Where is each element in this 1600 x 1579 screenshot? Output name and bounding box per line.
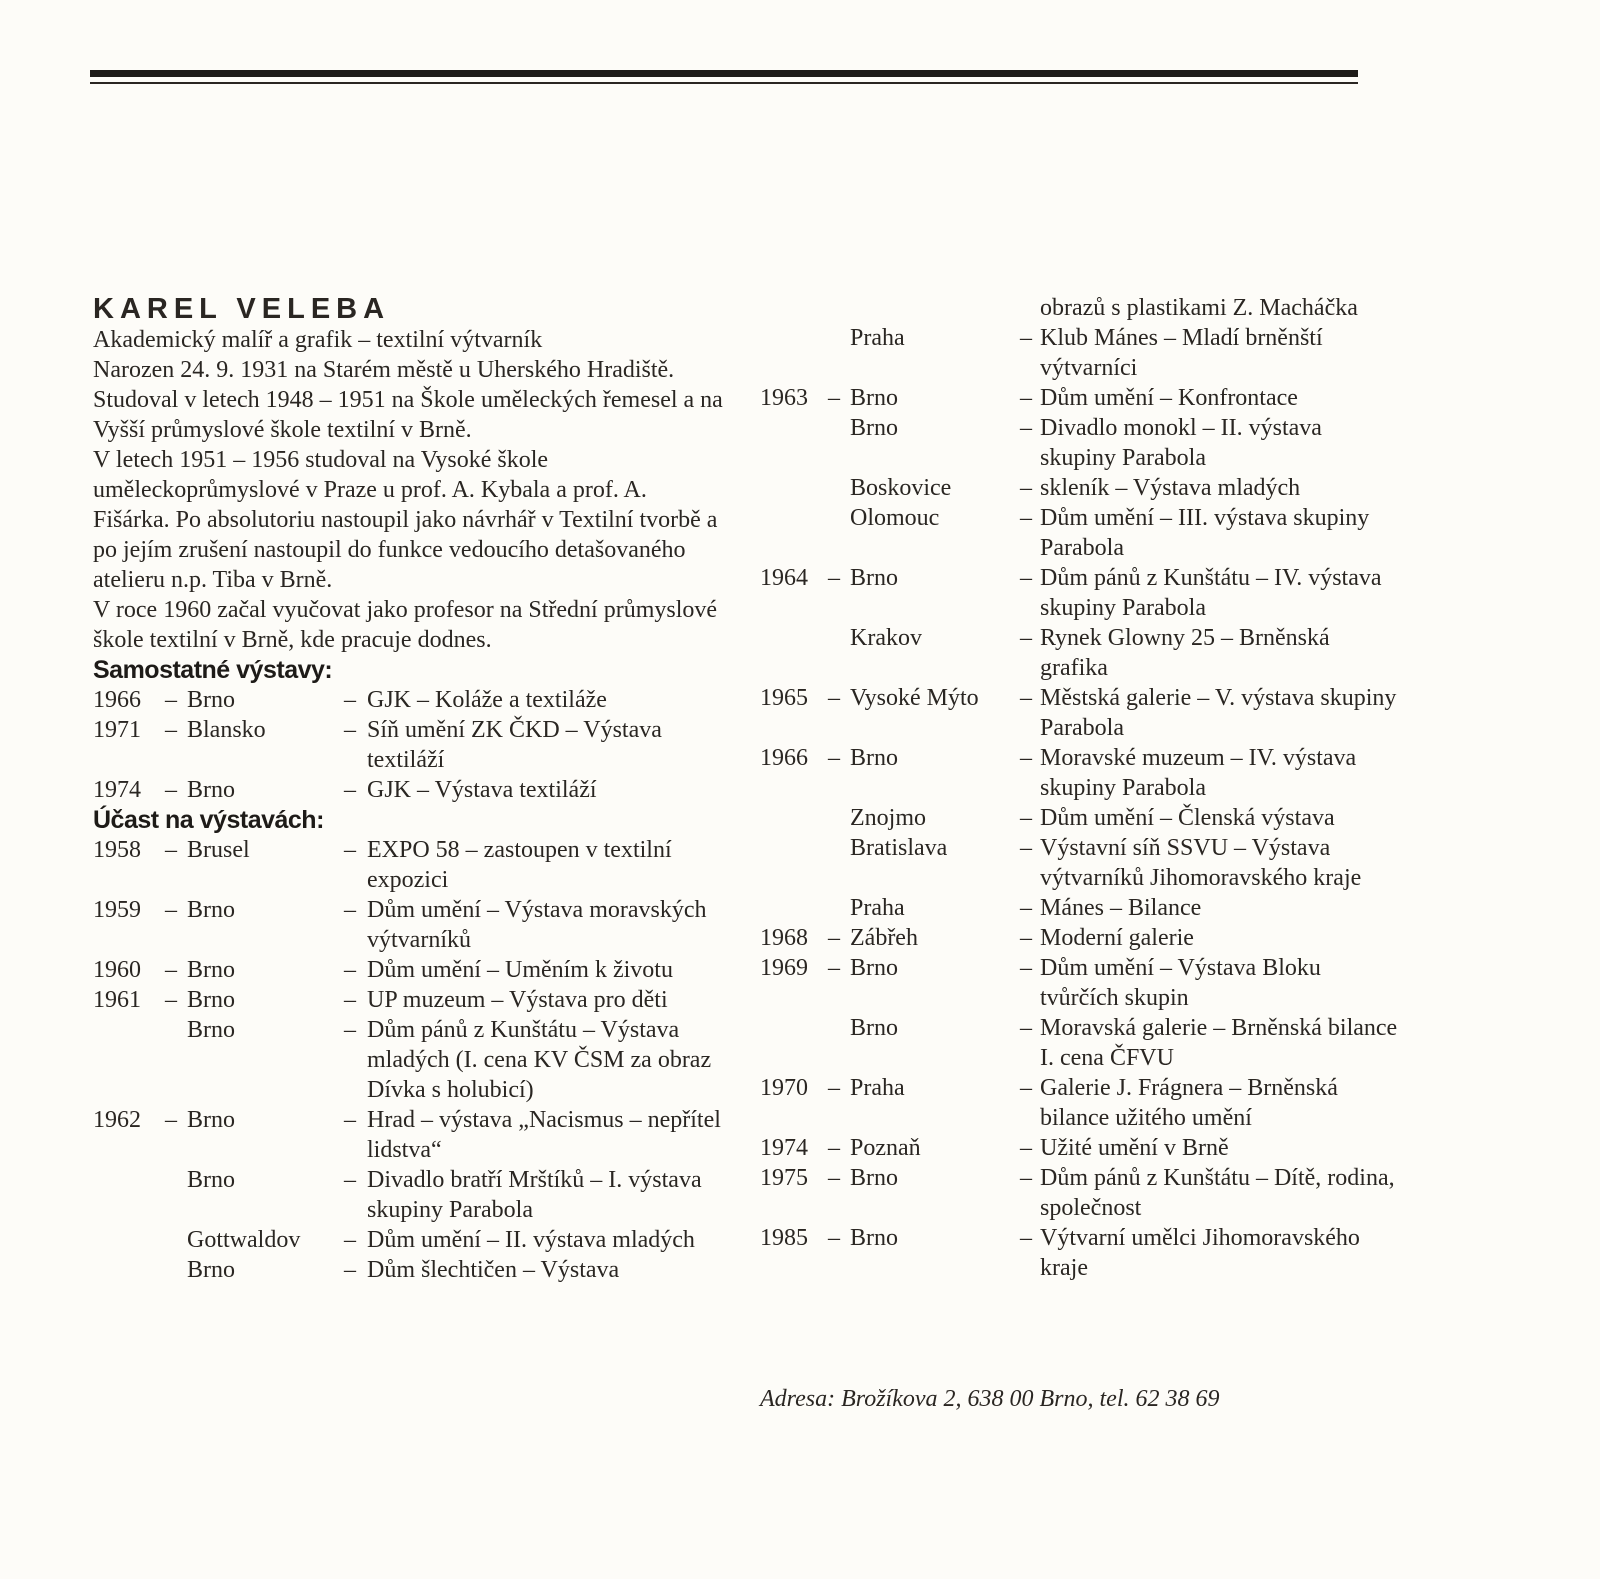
exhibition-year: 1961 [93, 987, 141, 1013]
exhibition-desc: Klub Mánes – Mladí brněnští výtvarníci [1040, 325, 1323, 381]
dash: – [1020, 925, 1032, 951]
dash: – [828, 565, 840, 591]
exhibition-row [93, 1015, 723, 1105]
exhibition-desc: Výtvarní umělci Jihomoravského kraje [1040, 1225, 1360, 1281]
exhibition-place: Blansko [187, 717, 266, 743]
exhibition-desc: GJK – Výstava textiláží [367, 777, 597, 803]
dash: – [344, 1227, 356, 1253]
exhibition-year: 1971 [93, 717, 141, 743]
dash: – [1020, 1135, 1032, 1161]
dash: – [1020, 505, 1032, 531]
exhibition-desc: Dům pánů z Kunštátu – IV. výstava skupiny Parabola [1040, 565, 1382, 621]
exhibition-year [760, 413, 818, 473]
exhibition-year: 1969 [760, 955, 808, 981]
exhibition-place: Brno [187, 987, 235, 1013]
dash: – [165, 687, 177, 713]
exhibition-year [93, 1165, 155, 1225]
exhibition-place: Brno [850, 385, 898, 411]
exhibition-row [93, 1225, 723, 1255]
exhibition-year [760, 893, 818, 923]
exhibition-desc: Galerie J. Frágnera – Brněnská bilance užitého umění [1040, 1075, 1338, 1131]
exhibition-desc: UP muzeum – Výstava pro děti [367, 987, 668, 1013]
exhibition-row [93, 715, 723, 775]
exhibition-year: 1960 [93, 957, 141, 983]
exhibition-place: Znojmo [850, 805, 926, 831]
dash [818, 473, 850, 503]
exhibition-place: Brno [187, 777, 235, 803]
dash: – [344, 897, 356, 923]
dash: – [344, 717, 356, 743]
exhibition-desc: Městská galerie – V. výstava skupiny Parabola [1040, 685, 1397, 741]
exhibition-place: Praha [850, 895, 905, 921]
right-column [760, 293, 1400, 1283]
exhibition-desc: Moravské muzeum – IV. výstava skupiny Parabola [1040, 745, 1357, 801]
exhibition-year [93, 1015, 155, 1105]
exhibition-place: Praha [850, 325, 905, 351]
dash: – [828, 1165, 840, 1191]
dash [818, 323, 850, 383]
exhibition-row [760, 413, 1400, 473]
exhibition-place: Brno [187, 897, 235, 923]
dash: – [344, 987, 356, 1013]
dash: – [1020, 745, 1032, 771]
dash [818, 1013, 850, 1073]
solo-exhibitions-heading: Samostatné výstavy: [93, 656, 333, 684]
exhibition-year: 1970 [760, 1075, 808, 1101]
dash: – [828, 1075, 840, 1101]
dash: – [828, 925, 840, 951]
dash [155, 1255, 187, 1285]
exhibition-place: Bratislava [850, 835, 948, 861]
dash: – [828, 1135, 840, 1161]
dash [818, 293, 850, 323]
exhibition-year [760, 323, 818, 383]
dash: – [165, 987, 177, 1013]
dash: – [1020, 325, 1032, 351]
top-rule-thin [90, 82, 1358, 84]
dash: – [1020, 475, 1032, 501]
dash: – [344, 957, 356, 983]
exhibition-desc: Síň umění ZK ČKD – Výstava textiláží [367, 717, 662, 773]
exhibition-row [760, 1223, 1400, 1283]
dash: – [165, 1107, 177, 1133]
exhibition-year: 1962 [93, 1107, 141, 1133]
exhibition-desc: Dům umění – Členská výstava [1040, 805, 1335, 831]
exhibition-place: Brno [187, 1257, 235, 1283]
exhibition-year [760, 803, 818, 833]
dash [818, 413, 850, 473]
dash: – [828, 955, 840, 981]
bio-paragraph: Narozen 24. 9. 1931 na Starém městě u Uherského Hradiště. Studoval v letech 1948 – 1951 na Škole uměleckých řemesel a na Vyšší průmyslové škole textilní v Brně. [93, 357, 723, 443]
group-exhibitions-heading: Účast na výstavách: [93, 806, 324, 834]
exhibition-row [760, 923, 1400, 953]
exhibition-place: Brno [187, 1107, 235, 1133]
exhibition-desc: obrazů s plastikami Z. Macháčka [1040, 295, 1358, 321]
exhibition-row [93, 955, 723, 985]
exhibition-year [760, 833, 818, 893]
dash: – [165, 837, 177, 863]
exhibition-row [760, 293, 1400, 323]
dash: – [344, 687, 356, 713]
dash [155, 1015, 187, 1105]
address: Adresa: Brožíkova 2, 638 00 Brno, tel. 62 38 69 [760, 1386, 1220, 1412]
dash: – [828, 685, 840, 711]
exhibition-year: 1974 [760, 1135, 808, 1161]
exhibition-place: Brno [850, 745, 898, 771]
exhibition-place: Krakov [850, 625, 922, 651]
solo-exhibitions-list [93, 685, 723, 805]
dash [155, 1225, 187, 1255]
biography [93, 325, 723, 655]
exhibition-desc: Dům umění – II. výstava mladých [367, 1227, 695, 1253]
exhibition-year [760, 503, 818, 563]
exhibition-year [760, 293, 818, 323]
exhibition-desc: Dům pánů z Kunštátu – Výstava mladých (I. cena KV ČSM za obraz Dívka s holubicí) [367, 1017, 712, 1103]
dash: – [165, 717, 177, 743]
exhibition-year [760, 623, 818, 683]
group-exhibitions-list-right [760, 293, 1400, 1283]
exhibition-desc: Hrad – výstava „Nacismus – nepřítel lidstva“ [367, 1107, 721, 1163]
exhibition-desc: Užité umění v Brně [1040, 1135, 1229, 1161]
exhibition-year: 1964 [760, 565, 808, 591]
dash: – [828, 1225, 840, 1251]
exhibition-row [760, 383, 1400, 413]
exhibition-year [760, 473, 818, 503]
exhibition-place: Brno [187, 1017, 235, 1043]
exhibition-year: 1958 [93, 837, 141, 863]
exhibition-row [760, 1163, 1400, 1223]
exhibition-desc: Dům šlechtičen – Výstava [367, 1257, 620, 1283]
exhibition-place: Brno [850, 1015, 898, 1041]
exhibition-row [760, 953, 1400, 1013]
dash: – [1020, 385, 1032, 411]
exhibition-year [93, 1255, 155, 1285]
exhibition-row [93, 775, 723, 805]
exhibition-place: Brno [850, 565, 898, 591]
exhibition-desc: Rynek Glowny 25 – Brněnská grafika [1040, 625, 1330, 681]
exhibition-year: 1968 [760, 925, 808, 951]
exhibition-desc: Dům pánů z Kunštátu – Dítě, rodina, společnost [1040, 1165, 1395, 1221]
dash: – [165, 777, 177, 803]
exhibition-place: Brno [850, 955, 898, 981]
exhibition-place: Brusel [187, 837, 250, 863]
dash: – [344, 1167, 356, 1193]
exhibition-desc: Výstavní síň SSVU – Výstava výtvarníků Jihomoravského kraje [1040, 835, 1362, 891]
exhibition-place: Boskovice [850, 475, 952, 501]
exhibition-desc: Dům umění – Výstava Bloku tvůrčích skupin [1040, 955, 1321, 1011]
exhibition-desc: skleník – Výstava mladých [1040, 475, 1301, 501]
exhibition-row [760, 1013, 1400, 1073]
exhibition-desc: Dům umění – Konfrontace [1040, 385, 1298, 411]
dash: – [828, 745, 840, 771]
exhibition-place [850, 293, 1012, 323]
dash: – [344, 1107, 356, 1133]
dash: – [1020, 895, 1032, 921]
exhibition-place: Brno [187, 687, 235, 713]
exhibition-place: Vysoké Mýto [850, 685, 979, 711]
exhibition-row [760, 803, 1400, 833]
exhibition-year: 1966 [93, 687, 141, 713]
exhibition-desc: GJK – Koláže a textiláže [367, 687, 607, 713]
dash: – [344, 777, 356, 803]
exhibition-desc: Mánes – Bilance [1040, 895, 1202, 921]
exhibition-year [760, 1013, 818, 1073]
exhibition-row [93, 985, 723, 1015]
dash: – [165, 897, 177, 923]
dash [155, 1165, 187, 1225]
exhibition-year: 1974 [93, 777, 141, 803]
exhibition-year: 1966 [760, 745, 808, 771]
exhibition-place: Olomouc [850, 505, 940, 531]
top-rule-thick [90, 70, 1358, 77]
left-column [93, 293, 723, 1285]
dash [818, 503, 850, 563]
group-exhibitions-list-left [93, 835, 723, 1285]
exhibition-desc: Dům umění – Výstava moravských výtvarníků [367, 897, 707, 953]
dash [818, 623, 850, 683]
dash [818, 893, 850, 923]
dash: – [1020, 565, 1032, 591]
exhibition-place: Brno [850, 415, 898, 441]
dash [1012, 293, 1040, 323]
dash: – [1020, 1075, 1032, 1101]
exhibition-row [760, 833, 1400, 893]
exhibition-desc: Dům umění – III. výstava skupiny Parabola [1040, 505, 1370, 561]
exhibition-year: 1963 [760, 385, 808, 411]
exhibition-place: Gottwaldov [187, 1227, 301, 1253]
exhibition-row [93, 1255, 723, 1285]
bio-paragraph: Akademický malíř a grafik – textilní výtvarník [93, 327, 543, 353]
dash: – [344, 837, 356, 863]
exhibition-row [760, 1073, 1400, 1133]
exhibition-place: Praha [850, 1075, 905, 1101]
exhibition-row [760, 683, 1400, 743]
exhibition-place: Poznaň [850, 1135, 921, 1161]
dash: – [344, 1017, 356, 1043]
exhibition-desc: Divadlo bratří Mrštíků – I. výstava skupiny Parabola [367, 1167, 702, 1223]
exhibition-row [760, 503, 1400, 563]
exhibition-row [760, 563, 1400, 623]
dash: – [165, 957, 177, 983]
artist-name: KAREL VELEBA [93, 293, 391, 325]
exhibition-place: Brno [187, 957, 235, 983]
exhibition-row [760, 323, 1400, 383]
dash: – [1020, 625, 1032, 651]
dash: – [1020, 955, 1032, 981]
exhibition-row [93, 835, 723, 895]
bio-paragraph: V letech 1951 – 1956 studoval na Vysoké škole uměleckoprůmyslové v Praze u prof. A. Kybala a prof. A. Fišárka. Po absolutoriu nastoupil jako návrhář v Textilní tvorbě a po jejím zrušení nastoupil do funkce vedoucího detašovaného atelieru n.p. Tiba v Brně. [93, 447, 718, 593]
exhibition-desc: EXPO 58 – zastoupen v textilní expozici [367, 837, 672, 893]
exhibition-place: Brno [850, 1165, 898, 1191]
bio-paragraph: V roce 1960 začal vyučovat jako profesor na Střední průmyslové škole textilní v Brně, kde pracuje dodnes. [93, 597, 718, 653]
exhibition-year: 1975 [760, 1165, 808, 1191]
exhibition-row [760, 1133, 1400, 1163]
dash: – [1020, 1225, 1032, 1251]
exhibition-place: Brno [187, 1167, 235, 1193]
exhibition-row [760, 893, 1400, 923]
exhibition-row [760, 623, 1400, 683]
exhibition-year: 1985 [760, 1225, 808, 1251]
exhibition-desc: Dům umění – Uměním k životu [367, 957, 673, 983]
dash: – [1020, 1015, 1032, 1041]
dash: – [344, 1257, 356, 1283]
exhibition-row [760, 743, 1400, 803]
exhibition-year [93, 1225, 155, 1255]
dash [818, 833, 850, 893]
dash: – [1020, 1165, 1032, 1191]
dash: – [1020, 805, 1032, 831]
exhibition-row [93, 685, 723, 715]
exhibition-place: Zábřeh [850, 925, 918, 951]
dash [818, 803, 850, 833]
dash: – [1020, 685, 1032, 711]
exhibition-desc: Moderní galerie [1040, 925, 1194, 951]
exhibition-desc: Divadlo monokl – II. výstava skupiny Parabola [1040, 415, 1322, 471]
exhibition-row [93, 1165, 723, 1225]
dash: – [1020, 835, 1032, 861]
exhibition-year: 1959 [93, 897, 141, 923]
exhibition-row [760, 473, 1400, 503]
exhibition-year: 1965 [760, 685, 808, 711]
exhibition-row [93, 1105, 723, 1165]
exhibition-row [93, 895, 723, 955]
exhibition-place: Brno [850, 1225, 898, 1251]
dash: – [1020, 415, 1032, 441]
dash: – [828, 385, 840, 411]
exhibition-desc: Moravská galerie – Brněnská bilance I. cena ČFVU [1040, 1015, 1398, 1071]
